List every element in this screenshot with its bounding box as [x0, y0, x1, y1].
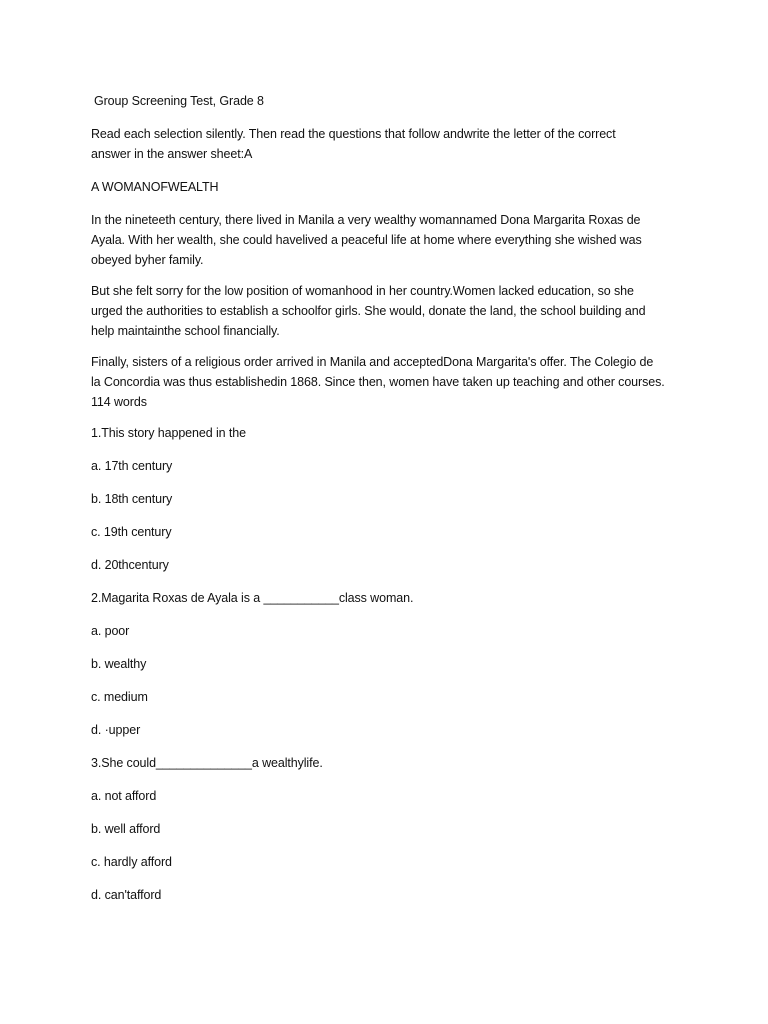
document-content: [91, 91, 691, 918]
paragraph-line: In the nineteeth century, there lived in Manila a very wealthy womannamed Dona Margarita Roxas de: [91, 213, 641, 227]
question-2: [91, 588, 691, 740]
question-1: [91, 423, 691, 575]
paragraph-line: Ayala. With her wealth, she could havelived a peaceful life at home where everything she wished was: [91, 233, 642, 247]
instructions-line: Read each selection silently. Then read the questions that follow andwrite the letter of the correct: [91, 127, 616, 141]
paragraph-line: la Concordia was thus establishedin 1868. Since then, women have taken up teaching and other courses.: [91, 375, 665, 389]
answer-option: b. well afford: [91, 822, 161, 836]
paragraph-line: Finally, sisters of a religious order arrived in Manila and acceptedDona Margarita's offer. The Colegio de: [91, 355, 654, 369]
passage-title: A WOMANOFWEALTH: [91, 180, 219, 194]
answer-option: b. 18th century: [91, 492, 173, 506]
paragraph-line: obeyed byher family.: [91, 253, 204, 267]
paragraph-line: But she felt sorry for the low position of womanhood in her country.Women lacked education, so she: [91, 284, 634, 298]
answer-option: d. 20thcentury: [91, 558, 169, 572]
question-stem: 1.This story happened in the: [91, 426, 246, 440]
paragraph-line: urged the authorities to establish a schoolfor girls. She would, donate the land, the school building and: [91, 304, 646, 318]
answer-option: a. poor: [91, 624, 130, 638]
question-3: [91, 753, 691, 905]
answer-option: d. can'tafford: [91, 888, 162, 902]
document-header: Group Screening Test, Grade 8: [94, 94, 264, 108]
answer-option: d. ·upper: [91, 723, 141, 737]
answer-option: b. wealthy: [91, 657, 147, 671]
answer-option: a. 17th century: [91, 459, 173, 473]
paragraph-line: help maintainthe school financially.: [91, 324, 280, 338]
answer-option: c. 19th century: [91, 525, 172, 539]
instructions: [91, 124, 691, 164]
question-stem: 3.She could______________a wealthylife.: [91, 756, 323, 770]
passage-paragraph-3: [91, 352, 691, 412]
answer-option: c. hardly afford: [91, 855, 172, 869]
passage-paragraph-1: [91, 210, 691, 270]
question-stem: 2.Magarita Roxas de Ayala is a ___________class woman.: [91, 591, 414, 605]
answer-option: c. medium: [91, 690, 148, 704]
word-count: 114 words: [91, 395, 147, 409]
instructions-line: answer in the answer sheet:A: [91, 147, 253, 161]
answer-option: a. not afford: [91, 789, 157, 803]
passage-paragraph-2: [91, 281, 691, 341]
